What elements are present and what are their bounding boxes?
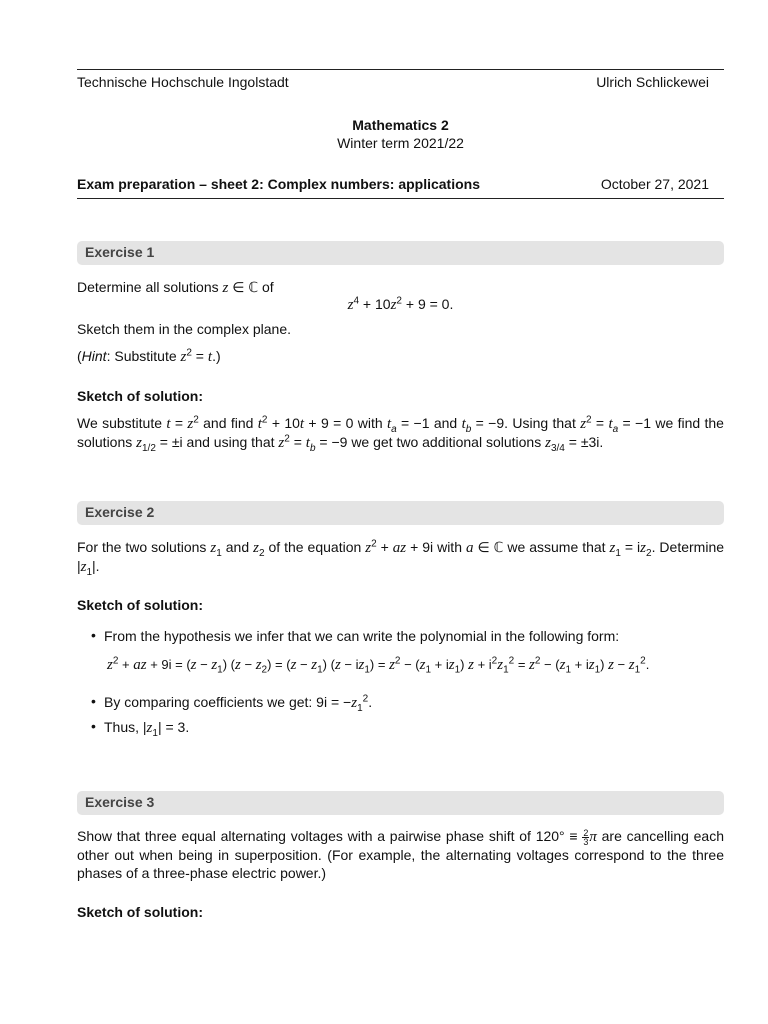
exercise-2-title: Exercise 2 [85,504,155,520]
author: Ulrich Schlickewei [596,74,709,90]
exercise-2-solution-heading: Sketch of solution: [77,597,203,613]
institution: Technische Hochschule Ingolstadt [77,74,289,90]
exercise-2-step-1: From the hypothesis we infer that we can write the polynomial in the following form: [104,628,620,644]
date: October 27, 2021 [600,176,709,192]
exercise-3-solution-heading: Sketch of solution: [77,904,203,920]
exercise-3-bar [77,791,724,815]
exercise-2-statement: For the two solutions $z_1$ and $z_2$ of the equation $z^2$ + az + 9i with a ∈ ℂ we assume that $z_1 = iz_2$. Determine $|z_1|$. [77,538,725,578]
sheet-title: Exam preparation – sheet 2: Complex numbers: applications [77,176,480,192]
exercise-3-title: Exercise 3 [85,794,155,810]
exercise-1-solution-heading: Sketch of solution: [77,388,203,404]
hint-label: Hint [81,348,107,364]
exercise-1-sketch-prompt: Sketch them in the complex plane. [77,321,292,337]
exercise-1-equation: $z^4 + 10z^2 + 9 = 0$. [347,295,454,313]
bullet-marker: • [91,718,96,734]
bullet-marker: • [91,627,96,643]
term: Winter term 2021/22 [337,135,464,151]
exercise-1-hint: (Hint: Substitute $z^2 = t$.) [77,347,221,365]
exercise-1-solution: We substitute $t = z^2$ and find $t^2 + 10t + 9 = 0$ with $t_a = -1$ and $t_b = -9$. Using that $z^2 = t_a = -1$ we find the solutions $z_{1/2} = \pm i$ and using that $z^2 = t_b = -9$ we get two additional solutions $z_{3/4} = \pm 3i$. [77,414,724,454]
top-rule [77,69,724,70]
exercise-2-step-3: Thus, $|z_1| = 3$. [104,719,190,739]
exercise-2-polynomial: $z^2$ + az + $9i = (z - z_1)$ $(z - z_2) = (z - z_1)$ $(z - iz_1) = z^2 - (z_1 + iz_1)$ $z + i^2z_1^2 = z^2 - (z_1 + iz_1) z - z_1^2$. [107,655,650,676]
bullet-marker: • [91,693,96,709]
exercise-2-step-2: By comparing coefficients we get: $9i = -z_1^2$. [104,693,373,714]
course-title: Mathematics 2 [352,117,449,133]
exercise-3-statement: Show that three equal alternating voltages with a pairwise phase shift of 120° ≡ $\frac{2}{3}$ π are cancelling each other out when being in superposition. (For example, the alternating voltages correspond to the three phases of a three-phase electric power.) [77,827,725,881]
exercise-2-bar [77,501,724,525]
exercise-1-bar [77,241,724,265]
exercise-1-title: Exercise 1 [85,244,155,260]
header-bottom-rule [77,198,724,199]
fraction-two-thirds: $\frac{2}{3}$ [583,827,589,847]
exercise-1-statement: Determine all solutions z ∈ ℂ of [77,279,274,296]
